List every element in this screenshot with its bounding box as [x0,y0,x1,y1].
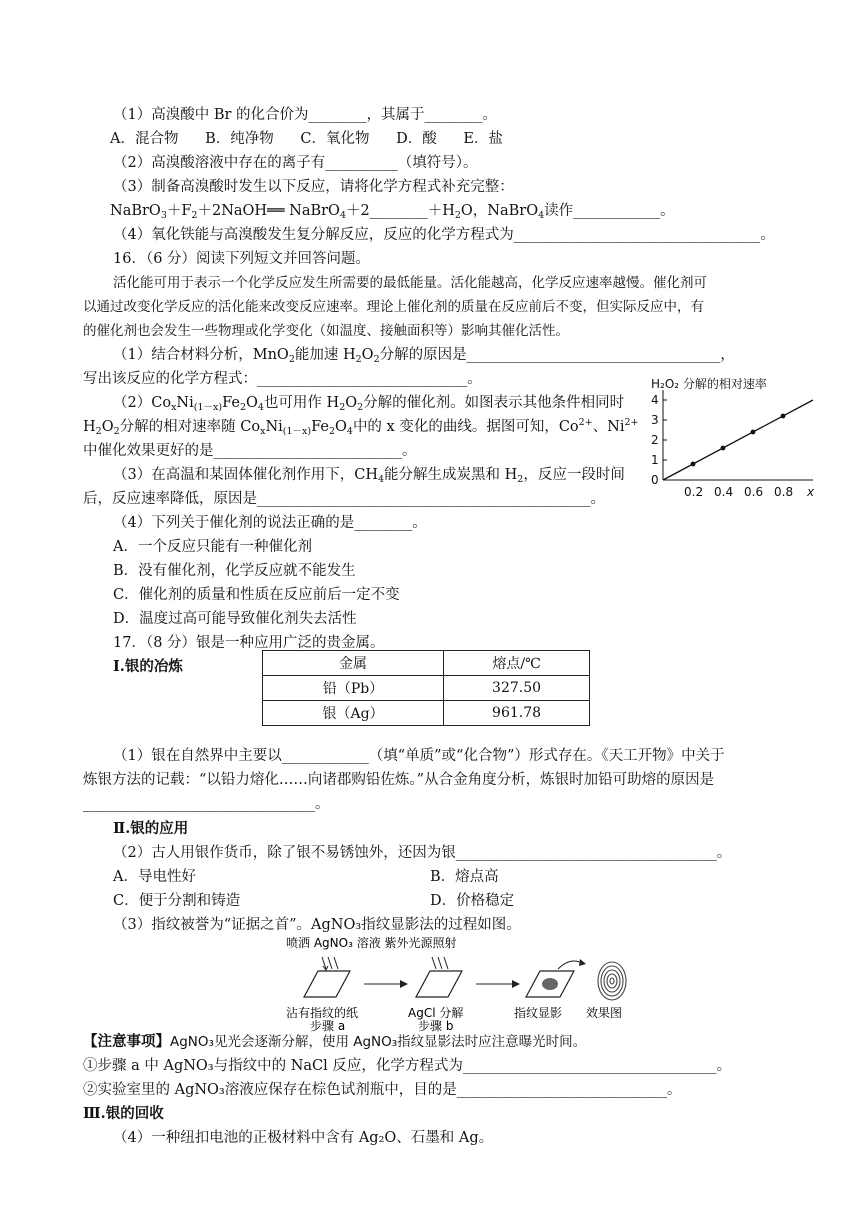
melting-point-table [262,650,590,726]
q15-part1: （1）高溴酸中 Br 的化合价为________，其属于________。 [113,107,498,123]
x-tick-label: 0.8 [774,485,794,499]
seg: Fe [222,395,240,411]
sub: 4 [377,474,385,485]
q15-option-d: D．酸 [396,131,437,147]
q16-option-b: B．没有催化剂，化学反应就不能发生 [113,563,356,579]
seg: 分解的原因是___________________________________， [379,347,735,363]
table-header: 金属 [263,651,444,676]
chart-title: H₂O₂ 分解的相对速率 [651,377,767,391]
label-step-b: 步骤 b [418,1019,454,1033]
sub: 2 [288,354,295,365]
table-row [263,676,590,701]
seg: O [335,419,347,435]
x-tick-label: 0.4 [714,485,734,499]
seg: 中的 x 变化的曲线。据图可知，Co [352,419,579,435]
q15-option-a: A．混合物 [110,131,179,147]
q16-part2-line3: 中催化效果更好的是__________________________。 [83,443,417,459]
seg: O [245,395,258,411]
q17-option-b: B．熔点高 [430,869,499,885]
sub: 2 [517,474,524,485]
sub: 2 [357,402,364,413]
q16-option-d: D．温度过高可能导致催化剂失去活性 [113,611,357,627]
q16-part1-equation: 写出该反应的化学方程式：_____________________________。 [83,371,482,387]
seg: Ni [265,419,283,435]
sub: (1－x) [193,402,223,413]
note-heading: 【注意事项】 [83,1033,170,1050]
q17-part4: （4）一种纽扣电池的正极材料中含有 Ag₂O、石墨和 Ag。 [113,1130,494,1146]
q16-part1 [113,344,735,366]
note-body: AgNO₃见光会逐渐分解，使用 AgNO₃指纹显影法时应注意曝光时间。 [170,1034,587,1050]
q16-part2-line2 [83,416,639,438]
q17-section2-title: Ⅱ.银的应用 [113,820,189,837]
rate-line [663,400,813,480]
seg: 能加速 H [294,347,356,363]
sup: 2+ [578,417,593,428]
q16-option-c: C．催化剂的质量和性质在反应前后一定不变 [113,587,400,603]
data-point [751,430,756,435]
data-point [721,446,726,451]
q15-part3: （3）制备高溴酸时发生以下反应，请将化学方程式补充完整： [113,179,514,195]
sub: 2 [328,426,335,437]
q16-option-a: A．一个反应只能有一种催化剂 [113,539,312,555]
seg: O [345,395,358,411]
seg: O [101,419,114,435]
table-header-row [263,651,590,676]
sub: 4 [257,402,264,413]
q15-equation [110,200,675,222]
seg: （1）结合材料分析，MnO [113,347,289,363]
seg: 分解的催化剂。如图表示其他条件相同时 [363,395,625,411]
q17-part1-line3: ________________________________。 [83,796,330,812]
x-tick-label: 0.2 [684,485,704,499]
label-fingerprint-developed: 指纹显影 [514,1006,563,1020]
q17-part1-line2: 炼银方法的记载：“以铅力熔化……向诸郡购铅佐炼。”从合金角度分析，炼银时加铅可助熔的原因是 [83,772,715,788]
eq-seg: 读作____________。 [544,203,675,219]
q15-option-e: E．盐 [463,131,503,147]
seg: 分解的相对速率随 Co [119,419,261,435]
eq-seg: ＋2NaOH══ NaBrO [197,203,340,219]
q16-part4: （4）下列关于催化剂的说法正确的是________。 [113,515,427,531]
label-step-a: 步骤 a [310,1019,346,1033]
sub: 2 [355,354,362,365]
table-cell: 961.78 [444,701,590,726]
q17-section1-title: Ⅰ.银的冶炼 [113,658,183,675]
x-tick-label: 0.6 [744,485,764,499]
sub: 4 [538,210,545,221]
developed-paper [526,959,586,997]
q17-part3: （3）指纹被誉为“证据之首”。AgNO₃指纹显影法的过程如图。 [113,917,521,933]
q15-part4: （4）氧化铁能与高溴酸发生复分解反应，反应的化学方程式为__________________________________。 [113,227,775,243]
sub: 2 [339,402,346,413]
y-tick-label: 2 [651,433,659,447]
q17-part3-sub2: ②实验室里的 AgNO₃溶液应保存在棕色试剂瓶中，目的是_____________________________。 [83,1082,682,1098]
table-header: 熔点/℃ [444,651,590,676]
sup: 2+ [624,417,639,428]
sub: 2 [191,210,198,221]
q17-option-a: A．导电性好 [113,869,196,885]
sub: x [171,402,177,413]
x-axis-label: x [807,485,815,499]
q17-heading: 17．（8 分）银是一种应用广泛的贵金属。 [113,635,385,651]
seg: 也可用作 H [263,395,340,411]
arrowhead-icon [400,980,408,988]
q15-options [110,128,503,150]
q16-passage-line3: 的催化剂也会发生一些物理或化学变化（如温度、接触面积等）影响其催化活性。 [83,323,569,339]
y-tick-label: 0 [651,473,659,487]
eq-seg: ＋F [166,203,192,219]
y-tick-label: 3 [651,413,659,427]
table-cell: 铅（Pb） [263,676,444,701]
y-tick-label: 4 [651,393,659,407]
sub: 4 [346,426,353,437]
eq-seg: ＋2________＋H [345,203,455,219]
seg: O [361,347,374,363]
q17-part2: （2）古人用银作货币，除了银不易锈蚀外，还因为银____________________________________。 [113,845,732,861]
q17-part3-sub1: ①步骤 a 中 AgNO₃与指纹中的 NaCl 反应，化学方程式为___________________________________。 [83,1058,732,1074]
data-point [691,462,696,467]
step-a-paper [304,957,350,997]
sub: 2 [454,210,461,221]
eq-seg: O，NaBrO [460,203,539,219]
q17-section3-title: Ⅲ.银的回收 [83,1105,164,1122]
fingerprint-process-figure [270,935,670,1033]
sub: 2 [113,426,120,437]
q15-option-b: B．纯净物 [205,131,274,147]
sub: 2 [239,402,246,413]
sub: 2 [95,426,102,437]
seg: Fe [311,419,329,435]
q15-option-c: C．氧化物 [300,131,370,147]
data-point [781,414,786,419]
q16-part3-line2: 后，反应速率降低，原因是______________________________________________。 [83,491,605,507]
seg: Ni [176,395,194,411]
q17-option-d: D．价格稳定 [430,893,515,909]
q17-note [83,1031,586,1053]
q16-part3-line1 [113,464,625,486]
seg: 、Ni [592,419,625,435]
y-tick-label: 1 [651,453,659,467]
label-effect: 效果图 [586,1006,623,1020]
table-cell: 银（Ag） [263,701,444,726]
seg: ，反应一段时间 [523,467,625,483]
step-b-paper [416,957,462,997]
q17-option-c: C．便于分割和铸造 [113,893,241,909]
eq-seg: NaBrO [110,203,161,219]
table-row [263,701,590,726]
sub: 4 [339,210,346,221]
q16-part2-line1 [113,392,624,414]
sub: (1－x) [282,426,312,437]
label-fingerprint-paper: 沾有指纹的纸 [286,1006,359,1020]
q16-heading: 16．（6 分）阅读下列短文并回答问题。 [113,251,371,267]
label-agcl-decompose: AgCl 分解 [408,1006,464,1020]
sub: x [260,426,266,437]
q17-part1-line1: （1）银在自然界中主要以____________（填“单质”或“化合物”）形式存在。《天工开物》中关于 [113,748,725,764]
seg: （2）Co [113,395,172,411]
fingerprint-icon [598,962,626,1000]
seg: 能分解生成炭黑和 H [384,467,518,483]
seg: （3）在高温和某固体催化剂作用下，CH [113,467,378,483]
sub: 2 [373,354,380,365]
q16-passage-line1: 活化能可用于表示一个化学反应发生所需要的最低能量。活化能越高，化学反应速率越慢。催化剂可 [113,275,707,291]
table-cell: 327.50 [444,676,590,701]
figure-top-label: 喷洒 AgNO₃ 溶液 紫外光源照射 [286,936,457,950]
arrowhead-icon [512,980,520,988]
sub: 3 [160,210,167,221]
q15-part2: （2）高溴酸溶液中存在的离子有__________（填符号）。 [113,155,478,171]
seg: H [83,419,96,435]
rate-chart [643,374,813,502]
q16-passage-line2: 以通过改变化学反应的活化能来改变反应速率。理论上催化剂的质量在反应前后不变，但实际反应中，有 [83,299,704,315]
